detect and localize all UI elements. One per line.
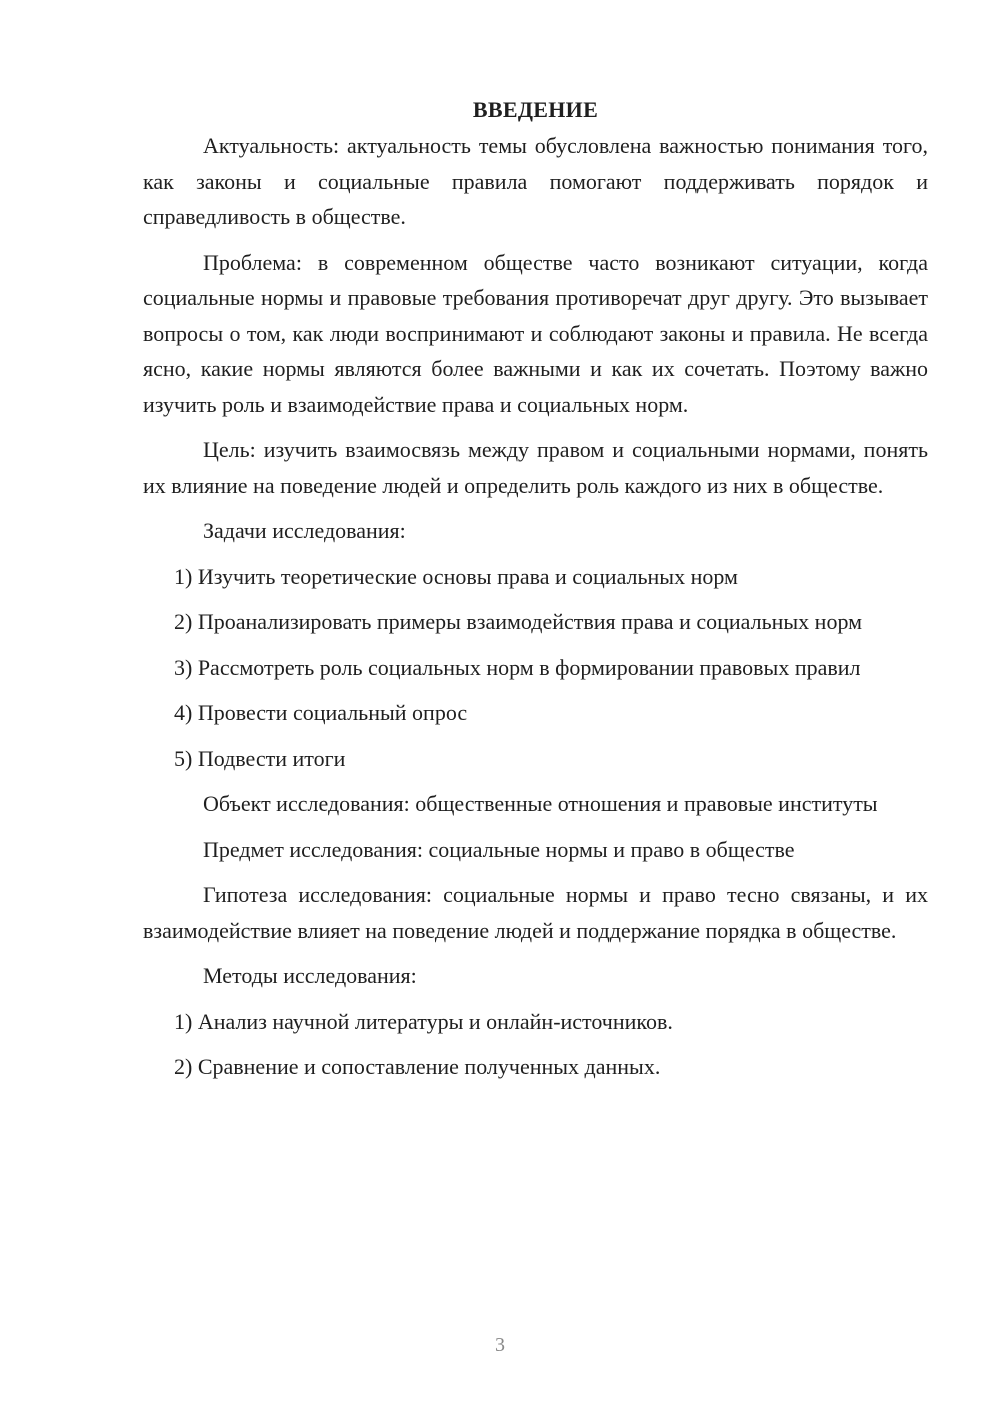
subject-paragraph: Предмет исследования: социальные нормы и право в обществе bbox=[203, 836, 795, 862]
task-item-4: 4) Провести социальный опрос bbox=[174, 700, 468, 725]
hypothesis-paragraph: Гипотеза исследования: социальные нормы и право тесно связаны, и их взаимодействие влияет на поведение людей и поддержание порядка в обществе. bbox=[143, 882, 928, 943]
problem-paragraph: Проблема: в современном обществе часто возникают ситуации, когда социальные нормы и правовые требования противоречат друг другу. Это вызывает вопросы о том, как люди воспринимают и соблюдают законы и правила. Не всегда ясно, какие нормы являются более важными и как их сочетать. Поэтому важно изучить роль и взаимодействие права и социальных норм. bbox=[143, 249, 928, 417]
task-item-2: 2) Проанализировать примеры взаимодействия права и социальных норм bbox=[174, 609, 863, 634]
object-paragraph: Объект исследования: общественные отношения и правовые институты bbox=[203, 791, 878, 816]
method-item-2: 2) Сравнение и сопоставление полученных данных. bbox=[174, 1054, 661, 1079]
method-item-1: 1) Анализ научной литературы и онлайн-источников. bbox=[174, 1008, 673, 1034]
task-item-3: 3) Рассмотреть роль социальных норм в формировании правовых правил bbox=[174, 654, 861, 680]
relevance-paragraph: Актуальность: актуальность темы обусловлена важностью понимания того, как законы и социальные правила помогают поддерживать порядок и справедливость в обществе. bbox=[143, 133, 928, 229]
tasks-title: Задачи исследования: bbox=[203, 518, 406, 543]
goal-paragraph: Цель: изучить взаимосвязь между правом и социальными нормами, понять их влияние на поведение людей и определить роль каждого из них в обществе. bbox=[143, 437, 928, 498]
task-item-5: 5) Подвести итоги bbox=[174, 745, 346, 771]
task-item-1: 1) Изучить теоретические основы права и социальных норм bbox=[174, 563, 738, 589]
methods-title: Методы исследования: bbox=[203, 963, 417, 988]
document-page bbox=[143, 92, 928, 1095]
page-title: ВВЕДЕНИЕ bbox=[472, 97, 599, 122]
page-number: 3 bbox=[495, 1334, 505, 1356]
